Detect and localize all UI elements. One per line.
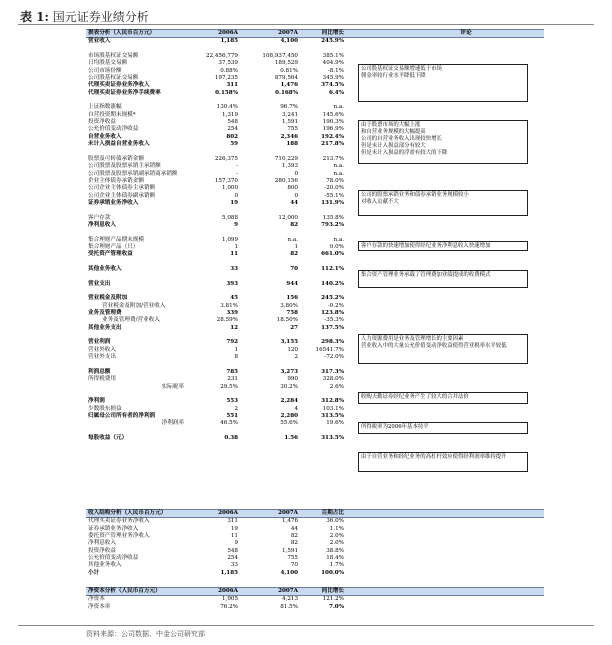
value-growth: -0.2% (327, 302, 344, 309)
table-row (86, 325, 544, 332)
spacer (86, 259, 544, 266)
value-2007: 81.5% (280, 603, 298, 610)
value-2007: 27 (290, 324, 298, 331)
comment-line: 对收入贡献不大 (361, 199, 399, 205)
value-2006: 785 (226, 368, 238, 375)
value-growth: 6.4% (328, 89, 344, 96)
value-2006: 9 (234, 540, 238, 547)
value-growth: 245.9% (321, 38, 344, 45)
value-2007: 82 (290, 533, 298, 540)
table-row (86, 317, 544, 324)
value-2007: 758 (286, 310, 298, 317)
row-label: 营业税金及附加/营业收入 (102, 302, 166, 309)
row-label: 公司股票及股票承销副承销商承销额 (88, 170, 178, 177)
value-growth: 2.0% (329, 533, 344, 540)
value-growth: n.a. (333, 163, 344, 170)
value-2006: 551 (226, 412, 238, 419)
row-label: 归属母公司所有者的净利润 (88, 412, 156, 419)
value-2007: 0 (294, 192, 298, 199)
table-row (86, 413, 544, 420)
value-2006: 8 (234, 354, 238, 361)
value-2006: 1 (234, 346, 238, 353)
value-2007: 879,564 (274, 75, 298, 82)
top-rule (18, 24, 594, 25)
value-2007: 2,284 (280, 398, 298, 405)
source-note: 资料来源：公司数据、中金公司研究部 (86, 630, 205, 638)
row-label: 股票及可转债承销金额 (88, 155, 144, 162)
value-growth: 0.0% (329, 243, 344, 250)
table-row (86, 596, 544, 603)
net-capital-table (86, 587, 544, 611)
row-label: 净利息收入 (88, 540, 116, 547)
row-label: 受托资产管理收益 (88, 251, 133, 258)
row-label: 营业税金及附加 (88, 295, 128, 302)
value-2006: 254 (227, 555, 238, 562)
header-2006: 2006A (218, 30, 238, 36)
comment-box (358, 120, 528, 164)
value-2007: 108,937,450 (262, 53, 298, 60)
value-growth: 145.6% (322, 111, 344, 118)
table-row (86, 104, 544, 111)
row-label: 其他业务收入 (88, 562, 122, 569)
value-growth: 2.6% (329, 383, 344, 390)
value-2006: 339 (226, 310, 238, 317)
header-2007: 2007A (278, 588, 298, 594)
header-growth: 百期占比 (321, 510, 344, 516)
value-2007: 189,529 (274, 60, 298, 67)
row-label: 净资本 (88, 596, 105, 603)
comment-line: 集合资产管理业务承载了管理费加业绩提成的收费模式 (361, 272, 491, 278)
value-2007: 12,000 (278, 214, 298, 221)
spacer (86, 288, 544, 295)
value-growth: -55.1% (324, 192, 344, 199)
value-growth: 78.0% (326, 177, 344, 184)
comment-box (358, 334, 528, 364)
comment-line: 所得税率为2006年基本持平 (361, 424, 429, 430)
value-2006: 548 (227, 547, 238, 554)
table-title (20, 8, 149, 25)
row-label: 集合理财产品（只） (88, 243, 139, 250)
value-2007: 70 (290, 266, 298, 272)
comment-line: 但是未计入损益部分有较大 (361, 143, 426, 149)
value-2007: 82 (290, 251, 298, 258)
value-growth: -35.3% (324, 317, 344, 324)
value-2006: 46.5% (220, 420, 238, 427)
row-label: 投资净收益 (88, 119, 116, 126)
row-label: 市场股基权证交易额 (88, 53, 139, 60)
value-2006: 9 (234, 221, 238, 228)
table-row (86, 376, 544, 383)
row-label: 代理买卖证券业务净手续费率 (88, 89, 161, 96)
row-label: 代理买卖证券业务净收入 (88, 518, 150, 525)
value-2006: 802 (226, 133, 238, 140)
row-label: 上证指数涨幅 (88, 104, 122, 111)
value-2006: 22,456,779 (205, 53, 238, 60)
header-label: 损表分析（人民币百万元） (88, 30, 156, 36)
row-label: 公司企业主体债券副承销额 (88, 192, 156, 199)
row-label: 每股收益（元） (88, 434, 128, 441)
value-2007: 1,591 (281, 119, 298, 126)
income-structure-table (86, 509, 544, 577)
table-row (86, 540, 544, 547)
value-growth: 213.7% (322, 155, 344, 162)
table-row (86, 406, 544, 413)
value-2006: 59 (230, 141, 238, 148)
value-growth: 1.7% (329, 562, 344, 569)
value-2006: 311 (227, 518, 238, 525)
table-header (86, 587, 544, 596)
row-label: 代理买卖证券业务净收入 (88, 82, 150, 89)
value-2007: 44 (290, 199, 298, 206)
row-label: 未计入损益自营业务收入 (88, 141, 150, 148)
row-label: 少数股东损益 (88, 405, 122, 412)
row-label: 净资本率 (88, 603, 111, 610)
value-growth: n.a. (333, 236, 344, 243)
row-label: 利润总额 (88, 368, 111, 375)
row-label: 营业收入 (88, 38, 111, 45)
value-2007: 82 (290, 221, 298, 228)
row-label: 自营投资期末规模* (88, 111, 136, 118)
value-2007: 30.2% (280, 383, 298, 390)
value-2006: 1,000 (221, 185, 238, 192)
value-2006: 1,905 (221, 596, 238, 603)
value-2006: 0.38 (224, 434, 238, 441)
value-2006: 0.88% (220, 67, 238, 74)
value-growth: 121.2% (322, 596, 344, 603)
value-2006: 231 (227, 376, 238, 383)
value-growth: n.a. (333, 170, 344, 177)
value-2006: 254 (227, 126, 238, 133)
value-2007: 0 (294, 170, 298, 177)
row-label: 委托资产管理业务净收入 (88, 533, 150, 540)
comment-line: 公司的股票承销业务和债券承销业务规模较小 (361, 192, 469, 198)
value-growth: 245.2% (321, 295, 344, 302)
header-2006: 2006A (218, 588, 238, 594)
value-2007: 1 (294, 243, 298, 250)
row-label: 投资净收益 (88, 547, 116, 554)
header-comment: 评论 (460, 30, 472, 36)
comment-box (358, 241, 528, 251)
row-label: 营业外收入 (88, 346, 116, 353)
value-growth: 190.3% (322, 119, 344, 126)
row-label: 公允价值变动净收益 (88, 555, 139, 562)
table-header (86, 509, 544, 518)
comment-box (358, 452, 528, 472)
value-growth: 313.5% (321, 412, 344, 419)
value-2007: 1,476 (281, 518, 298, 525)
value-2006: 1,319 (221, 111, 238, 118)
table-row (86, 533, 544, 540)
table-row (86, 369, 544, 376)
value-2007: 4,100 (280, 569, 298, 576)
row-label: 小计 (88, 569, 100, 576)
value-growth: 661.0% (321, 251, 344, 258)
comment-line: 由于自营业务和经纪业务的高杠杆效应使得经利润率维持提升 (361, 454, 507, 460)
row-label: 日均股基交易额 (88, 60, 128, 67)
row-label: 业务及管理费 (88, 310, 122, 317)
value-2007: 2,280 (280, 412, 298, 419)
value-growth: 2.0% (329, 540, 344, 547)
value-2007: 55.6% (280, 420, 298, 427)
value-2007: 800 (287, 185, 298, 192)
value-2006: 197,235 (214, 75, 238, 82)
value-2007: 1,476 (280, 82, 298, 89)
value-2007: 0.81% (280, 67, 298, 74)
value-2006: 29.5% (220, 383, 238, 390)
table-row (86, 604, 544, 611)
table-row (86, 555, 544, 562)
row-label: 公司市场份额 (88, 67, 122, 74)
comment-box (358, 422, 528, 434)
value-growth: 1.1% (329, 525, 344, 532)
value-2006: 393 (226, 280, 238, 287)
value-growth: 135.8% (322, 214, 344, 221)
value-2007: 120 (287, 346, 298, 353)
header-label: 净资本分析（人民币百万元） (88, 588, 161, 594)
row-label: 业务及管理费/营业收入 (102, 317, 160, 324)
value-growth: 137.5% (321, 324, 344, 331)
value-growth: 123.8% (321, 310, 344, 317)
value-growth: 328.0% (322, 376, 344, 383)
row-label: 公司股票及股票承销主承销额 (88, 163, 161, 170)
value-growth: 404.9% (322, 60, 344, 67)
comment-line: 人力资源费用是业务及管理增长的主要因素 (361, 336, 464, 342)
row-label: 实际税率 (161, 383, 184, 390)
table-row (86, 222, 544, 229)
header-growth: 同比增长 (321, 588, 344, 594)
row-label: 净利润率 (161, 420, 184, 427)
value-2006: 1,185 (220, 569, 238, 576)
value-growth: 131.9% (321, 199, 344, 206)
header-2007: 2007A (278, 30, 298, 36)
bottom-rule (18, 625, 594, 626)
value-2006: 553 (226, 398, 238, 405)
value-growth: 317.3% (321, 368, 344, 375)
value-2007: 755 (287, 126, 298, 133)
row-label: 其他业务收入 (88, 266, 122, 272)
value-2007: 156 (286, 295, 298, 302)
value-2007: 944 (286, 280, 298, 287)
value-2007: 3.80% (280, 302, 298, 309)
value-2007: 755 (287, 555, 298, 562)
value-growth: 793.2% (321, 221, 344, 228)
value-2006: 548 (227, 119, 238, 126)
value-2006: 0.158% (215, 89, 238, 96)
table-row (86, 295, 544, 302)
table-row (86, 38, 544, 45)
row-label: 营业支出 (88, 280, 111, 287)
spacer (86, 46, 544, 53)
value-growth: 196.9% (322, 126, 344, 133)
comment-line: 客户存款的快速增加使得经纪业务净利息收入快速增加 (361, 243, 491, 249)
comment-line: 由于股票市场的大幅上涨 (361, 122, 421, 128)
value-2007: 1,393 (281, 163, 298, 170)
value-2006: 226,375 (214, 155, 238, 162)
comment-line: 佣金率较行业水平降低下降 (361, 73, 426, 79)
table-row (86, 562, 544, 569)
value-2006: 19 (230, 199, 238, 206)
header-growth: 同比增长 (321, 30, 344, 36)
table-row (86, 53, 544, 60)
comment-line: 但是未计入损益的浮盈有较大的下降 (361, 150, 448, 156)
header-2007: 2007A (278, 510, 298, 516)
value-2006: 1,099 (221, 236, 238, 243)
value-2007: 3,155 (280, 339, 298, 346)
table-row (86, 171, 544, 178)
table-row (86, 384, 544, 391)
value-2006: 5,088 (221, 214, 238, 221)
comment-line: 公司的自营业务收入出现较快增长 (361, 136, 442, 142)
value-2007: 188 (286, 141, 298, 148)
value-2007: 70 (290, 562, 298, 569)
value-2006: 45 (230, 295, 238, 302)
value-2007: 18.50% (276, 317, 298, 324)
comment-box (358, 190, 528, 216)
value-2006: 28.59% (216, 317, 238, 324)
row-label: 企业主体债券承销金额 (88, 177, 144, 184)
value-2007: 96.7% (280, 104, 298, 111)
value-2006: 76.2% (220, 603, 238, 610)
value-2007: 280,156 (274, 177, 298, 184)
value-growth: 313.5% (321, 434, 344, 441)
row-label: 自营业务收入 (88, 133, 122, 140)
value-2006: 12 (230, 324, 238, 331)
value-2006: 33 (230, 562, 238, 569)
value-growth: n.a. (333, 104, 344, 111)
value-2006: 1,185 (220, 38, 238, 45)
row-label: 其他业务支出 (88, 324, 122, 331)
table-row (86, 526, 544, 533)
row-label: 所得税费用 (88, 376, 116, 383)
value-2006: 11 (230, 251, 238, 258)
comment-box (358, 270, 528, 288)
table-number: 表 1: (20, 10, 49, 24)
value-2007: 44 (290, 525, 298, 532)
value-2006: 311 (226, 82, 238, 89)
table-row (86, 548, 544, 555)
value-2006: 0 (234, 192, 238, 199)
table-row (86, 518, 544, 525)
value-2007: 4,100 (280, 38, 298, 45)
row-label: 集合理财产品期末规模 (88, 236, 144, 243)
row-label: 公司股基权证交易额 (88, 75, 139, 82)
row-label: 营业利润 (88, 339, 111, 346)
value-2007: 1.56 (284, 434, 298, 441)
value-growth: -72.0% (324, 354, 344, 361)
spacer (86, 229, 544, 236)
value-2006: 2 (234, 405, 238, 412)
value-2006: 130.4% (216, 104, 238, 111)
value-growth: 7.0% (328, 603, 344, 610)
comment-box (358, 392, 528, 404)
table-row (86, 303, 544, 310)
value-2006: 19 (230, 525, 238, 532)
value-2006: 1 (234, 243, 238, 250)
row-label: 净利息收入 (88, 221, 116, 228)
value-2006: 792 (226, 339, 238, 346)
value-2007: 3,241 (281, 111, 298, 118)
value-growth: 298.3% (321, 339, 344, 346)
value-2006: 3.81% (220, 302, 238, 309)
value-growth: -8.1% (327, 67, 344, 74)
value-growth: 100.0% (321, 569, 344, 576)
row-label: 净利润 (88, 398, 105, 405)
value-growth: 36.0% (326, 518, 344, 525)
value-2007: 82 (290, 540, 298, 547)
value-growth: 19.6% (326, 420, 344, 427)
table-header (86, 29, 544, 38)
value-growth: 112.1% (321, 266, 344, 272)
value-growth: 345.9% (322, 75, 344, 82)
value-2007: 0.168% (275, 89, 298, 96)
table-row (86, 251, 544, 258)
value-growth: 374.5% (321, 82, 344, 89)
value-2007: 4,213 (281, 596, 298, 603)
comment-line: 营业收入中的大量公允价值变动净收益使得营业税率水平较低 (361, 343, 507, 349)
comment-line: 收购天勤证券经纪业务产生了较大的合并法价 (361, 394, 469, 400)
value-2006: - (236, 170, 238, 177)
value-2006: - (236, 163, 238, 170)
table-title-text: 国元证券业绩分析 (52, 10, 149, 24)
row-label: 公司企业主体债券主承销额 (88, 185, 156, 192)
value-growth: 385.1% (322, 53, 344, 60)
value-growth: 312.8% (321, 398, 344, 405)
row-label: 公允价值变动净收益 (88, 126, 139, 133)
value-2007: 3,273 (280, 368, 298, 375)
header-label: 收入结构分析（人民币百万元） (88, 510, 167, 516)
value-2007: 710,229 (274, 155, 298, 162)
value-2006: 37,539 (218, 60, 238, 67)
value-growth: 217.8% (321, 141, 344, 148)
value-2007: 2 (294, 354, 298, 361)
header-2006: 2006A (218, 510, 238, 516)
value-growth: 16541.7% (315, 346, 344, 353)
table-row (86, 112, 544, 119)
table-row (86, 435, 544, 442)
table-row (86, 570, 544, 577)
value-2007: 1,591 (281, 547, 298, 554)
row-label: 营业外支出 (88, 354, 116, 361)
value-2006: 157,370 (214, 177, 238, 184)
value-2007: 990 (287, 376, 298, 383)
value-2007: 4 (294, 405, 298, 412)
value-2007: 2,346 (280, 133, 298, 140)
comment-box (358, 64, 528, 102)
value-growth: -20.0% (324, 185, 344, 192)
value-growth: 103.1% (322, 405, 344, 412)
comment-line: 和自营业务规模的大幅提高 (361, 129, 426, 135)
value-growth: 140.2% (321, 280, 344, 287)
value-growth: 192.4% (321, 133, 344, 140)
row-label: 证券承销业务净收入 (88, 525, 139, 532)
table-row (86, 163, 544, 170)
value-2006: 11 (230, 533, 238, 540)
value-2007: n.a. (287, 236, 298, 243)
row-label: 客户存款 (88, 214, 111, 221)
comment-line: 公司股基权证交易额增速低于市场 (361, 66, 442, 72)
value-2006: 33 (230, 266, 238, 272)
value-growth: 38.8% (326, 547, 344, 554)
value-growth: 18.4% (326, 555, 344, 562)
row-label: 证券承销业务净收入 (88, 199, 139, 206)
